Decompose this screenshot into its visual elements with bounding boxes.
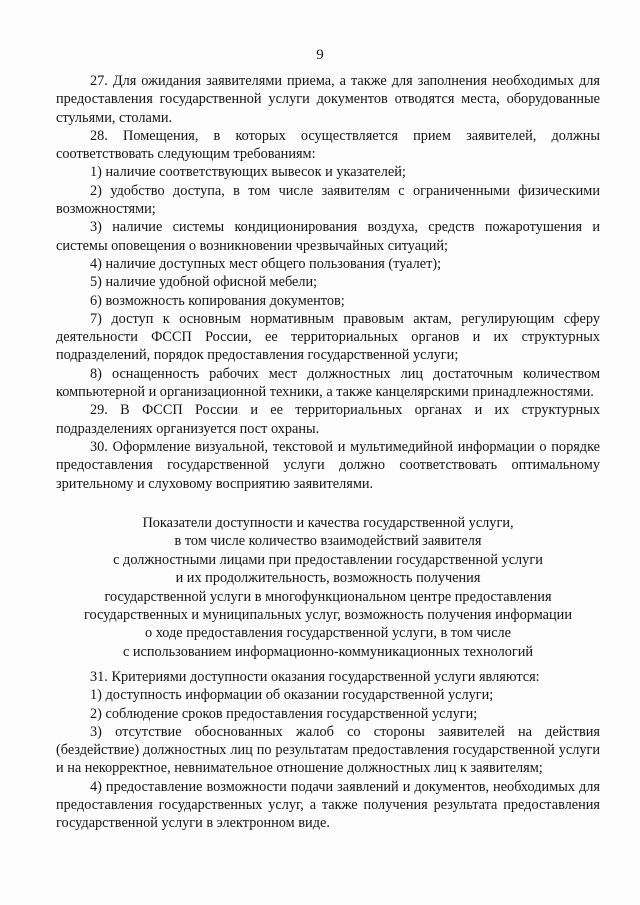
section-criteria	[56, 668, 600, 833]
heading-line: с использованием информационно-коммуникационных технологий	[122, 643, 534, 660]
paragraph-30: 30. Оформление визуальной, текстовой и мультимедийной информации о порядке предоставления государственной услуги должно соответствовать оптимальному зрительному и слуховому восприятию заявителями.	[56, 438, 600, 492]
paragraph-27: 27. Для ожидания заявителями приема, а также для заполнения необходимых для предоставления государственной услуги документов отводятся места, оборудованные стульями, столами.	[56, 73, 600, 126]
section-requirements	[56, 72, 600, 493]
heading-line: в том числе количество взаимодействий заявителя	[174, 533, 482, 550]
list-item-28-4: 4) наличие доступных мест общего пользования (туалет);	[90, 255, 442, 272]
heading-line: государственных и муниципальных услуг, возможность получения информации	[84, 607, 572, 624]
heading-line: и их продолжительность, возможность получения	[175, 570, 481, 587]
list-item-28-8: 8) оснащенность рабочих мест должностных лиц достаточным количеством компьютерной и организационной техники, а также канцелярскими принадлежностями.	[56, 365, 600, 401]
page-number: 9	[316, 47, 324, 63]
heading-line: с должностными лицами при предоставлении государственной услуги	[113, 551, 543, 568]
heading-line: о ходе предоставления государственной услуги, в том числе	[144, 625, 512, 642]
list-item-28-3: 3) наличие системы кондиционирования воздуха, средств пожаротушения и системы оповещения о возникновении чрезвычайных ситуаций;	[56, 219, 600, 254]
paragraph-31: 31. Критериями доступности оказания государственной услуги являются:	[90, 669, 540, 685]
section-heading	[56, 514, 600, 661]
heading-line: государственной услуги в многофункциональном центре предоставления	[104, 588, 552, 605]
list-item-28-2: 2) удобство доступа, в том числе заявителям с ограниченными физическими возможностями;	[56, 182, 600, 218]
list-item-28-1: 1) наличие соответствующих вывесок и указателей;	[90, 164, 406, 181]
list-item-28-6: 6) возможность копирования документов;	[90, 292, 345, 309]
list-item-28-5: 5) наличие удобной офисной мебели;	[90, 274, 318, 291]
heading-line: Показатели доступности и качества государственной услуги,	[142, 515, 514, 531]
list-item-31-1: 1) доступность информации об оказании государственной услуги;	[90, 687, 494, 704]
paragraph-28: 28. Помещения, в которых осуществляется прием заявителей, должны соответствовать следующим требованиям:	[56, 127, 600, 163]
list-item-31-2: 2) соблюдение сроков предоставления государственной услуги;	[90, 705, 478, 722]
list-item-31-4: 4) предоставление возможности подачи заявлений и документов, необходимых для предоставления государственных услуг, а также получения результата предоставления государственной услуги в электронном виде.	[56, 778, 600, 832]
list-item-31-3: 3) отсутствие обоснованных жалоб со стороны заявителей на действия (бездействие) должностных лиц по результатам предоставления государственной услуги и на некорректное, невнимательное отношение должностных лиц к заявителям;	[56, 723, 600, 777]
list-item-28-7: 7) доступ к основным нормативным правовым актам, регулирующим сферу деятельности ФССП России, ее территориальных органов и их структурных подразделений, порядок предоставления государственной услуги;	[56, 310, 600, 364]
paragraph-29: 29. В ФССП России и ее территориальных органах и их структурных подразделениях организуется пост охраны.	[56, 402, 600, 437]
